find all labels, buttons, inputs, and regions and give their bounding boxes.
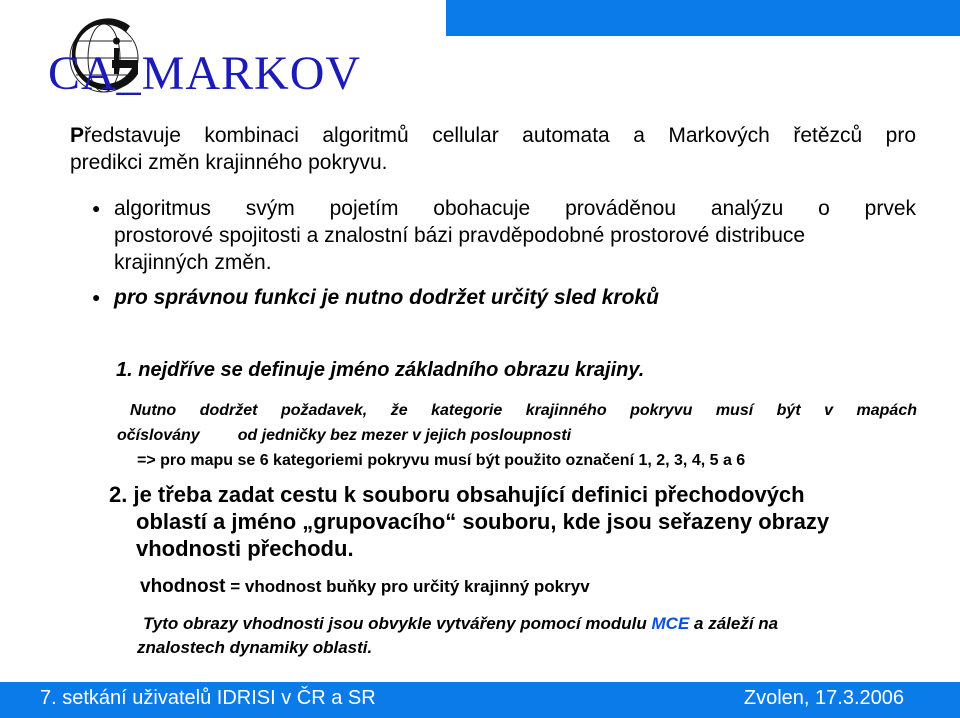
- bullet-1-line-2: prostorové spojitosti a znalostní bázi pravděpodobné prostorové distribuce: [114, 224, 806, 247]
- step-1-example: => pro mapu se 6 kategoriemi pokryvu musí být použito označení 1, 2, 3, 4, 5 a 6: [137, 452, 746, 469]
- step-2-line-2: oblastí a jméno „grupovacího“ souboru, kde jsou seřazeny obrazy: [136, 509, 830, 534]
- definition-term: vhodnost: [140, 576, 226, 597]
- step-1-note-line-1: Nutno dodržet požadavek, že kategorie krajinného pokryvu musí být v mapách: [130, 402, 917, 419]
- closing-line-1a: Tyto obrazy vhodnosti jsou obvykle vytvářeny pomocí modulu: [143, 614, 652, 633]
- step-1-heading: 1. nejdříve se definuje jméno základního obrazu krajiny.: [116, 359, 645, 381]
- footer-bar: [0, 682, 960, 718]
- mce-module-name: MCE: [651, 614, 690, 633]
- intro-line-2: predikci změn krajinného pokryvu.: [70, 151, 388, 174]
- bullet-1-line-3: krajinných změn.: [114, 251, 272, 274]
- definition-text: = vhodnost buňky pro určitý krajinný pokryv: [225, 577, 590, 596]
- step-2-heading: [109, 481, 909, 562]
- closing-line-2: znalostech dynamiky oblasti.: [137, 638, 373, 657]
- footer-event: 7. setkání uživatelů IDRISI v ČR a SR: [40, 687, 376, 709]
- bullet-dot-icon: ●: [92, 289, 101, 305]
- bullet-1-line-1: algoritmus svým pojetím obohacuje prováděnou analýzu o prvek: [114, 197, 916, 220]
- intro-first-letter: P: [70, 124, 85, 147]
- step-2-line-1: 2. je třeba zadat cestu k souboru obsahující definici přechodových: [109, 482, 805, 507]
- closing-line-1b: a záleží na: [689, 614, 779, 633]
- definition-line: [140, 575, 590, 599]
- intro-line-1: ředstavuje kombinaci algoritmů cellular automata a Markových řetězců pro: [84, 124, 916, 147]
- step-2-line-3: vhodnosti přechodu.: [136, 536, 354, 561]
- bullet-item-algorithm: [92, 195, 916, 276]
- slide-title: CA_MARKOV: [48, 47, 362, 100]
- intro-paragraph: [70, 122, 916, 176]
- bullet-item-steps: [92, 284, 659, 311]
- step-1-note-line-2b: od jedničky bez mezer v jejich posloupnosti: [237, 427, 572, 444]
- bullet-dot-icon: ●: [92, 200, 101, 216]
- step-1-note-line-2a: očíslovány: [117, 427, 200, 444]
- closing-paragraph: [137, 612, 897, 660]
- top-accent-bar: [446, 0, 960, 36]
- footer-date: Zvolen, 17.3.2006: [743, 687, 904, 709]
- bullet-2-text: pro správnou funkci je nutno dodržet určitý sled kroků: [114, 286, 659, 309]
- step-1-note: [117, 398, 917, 448]
